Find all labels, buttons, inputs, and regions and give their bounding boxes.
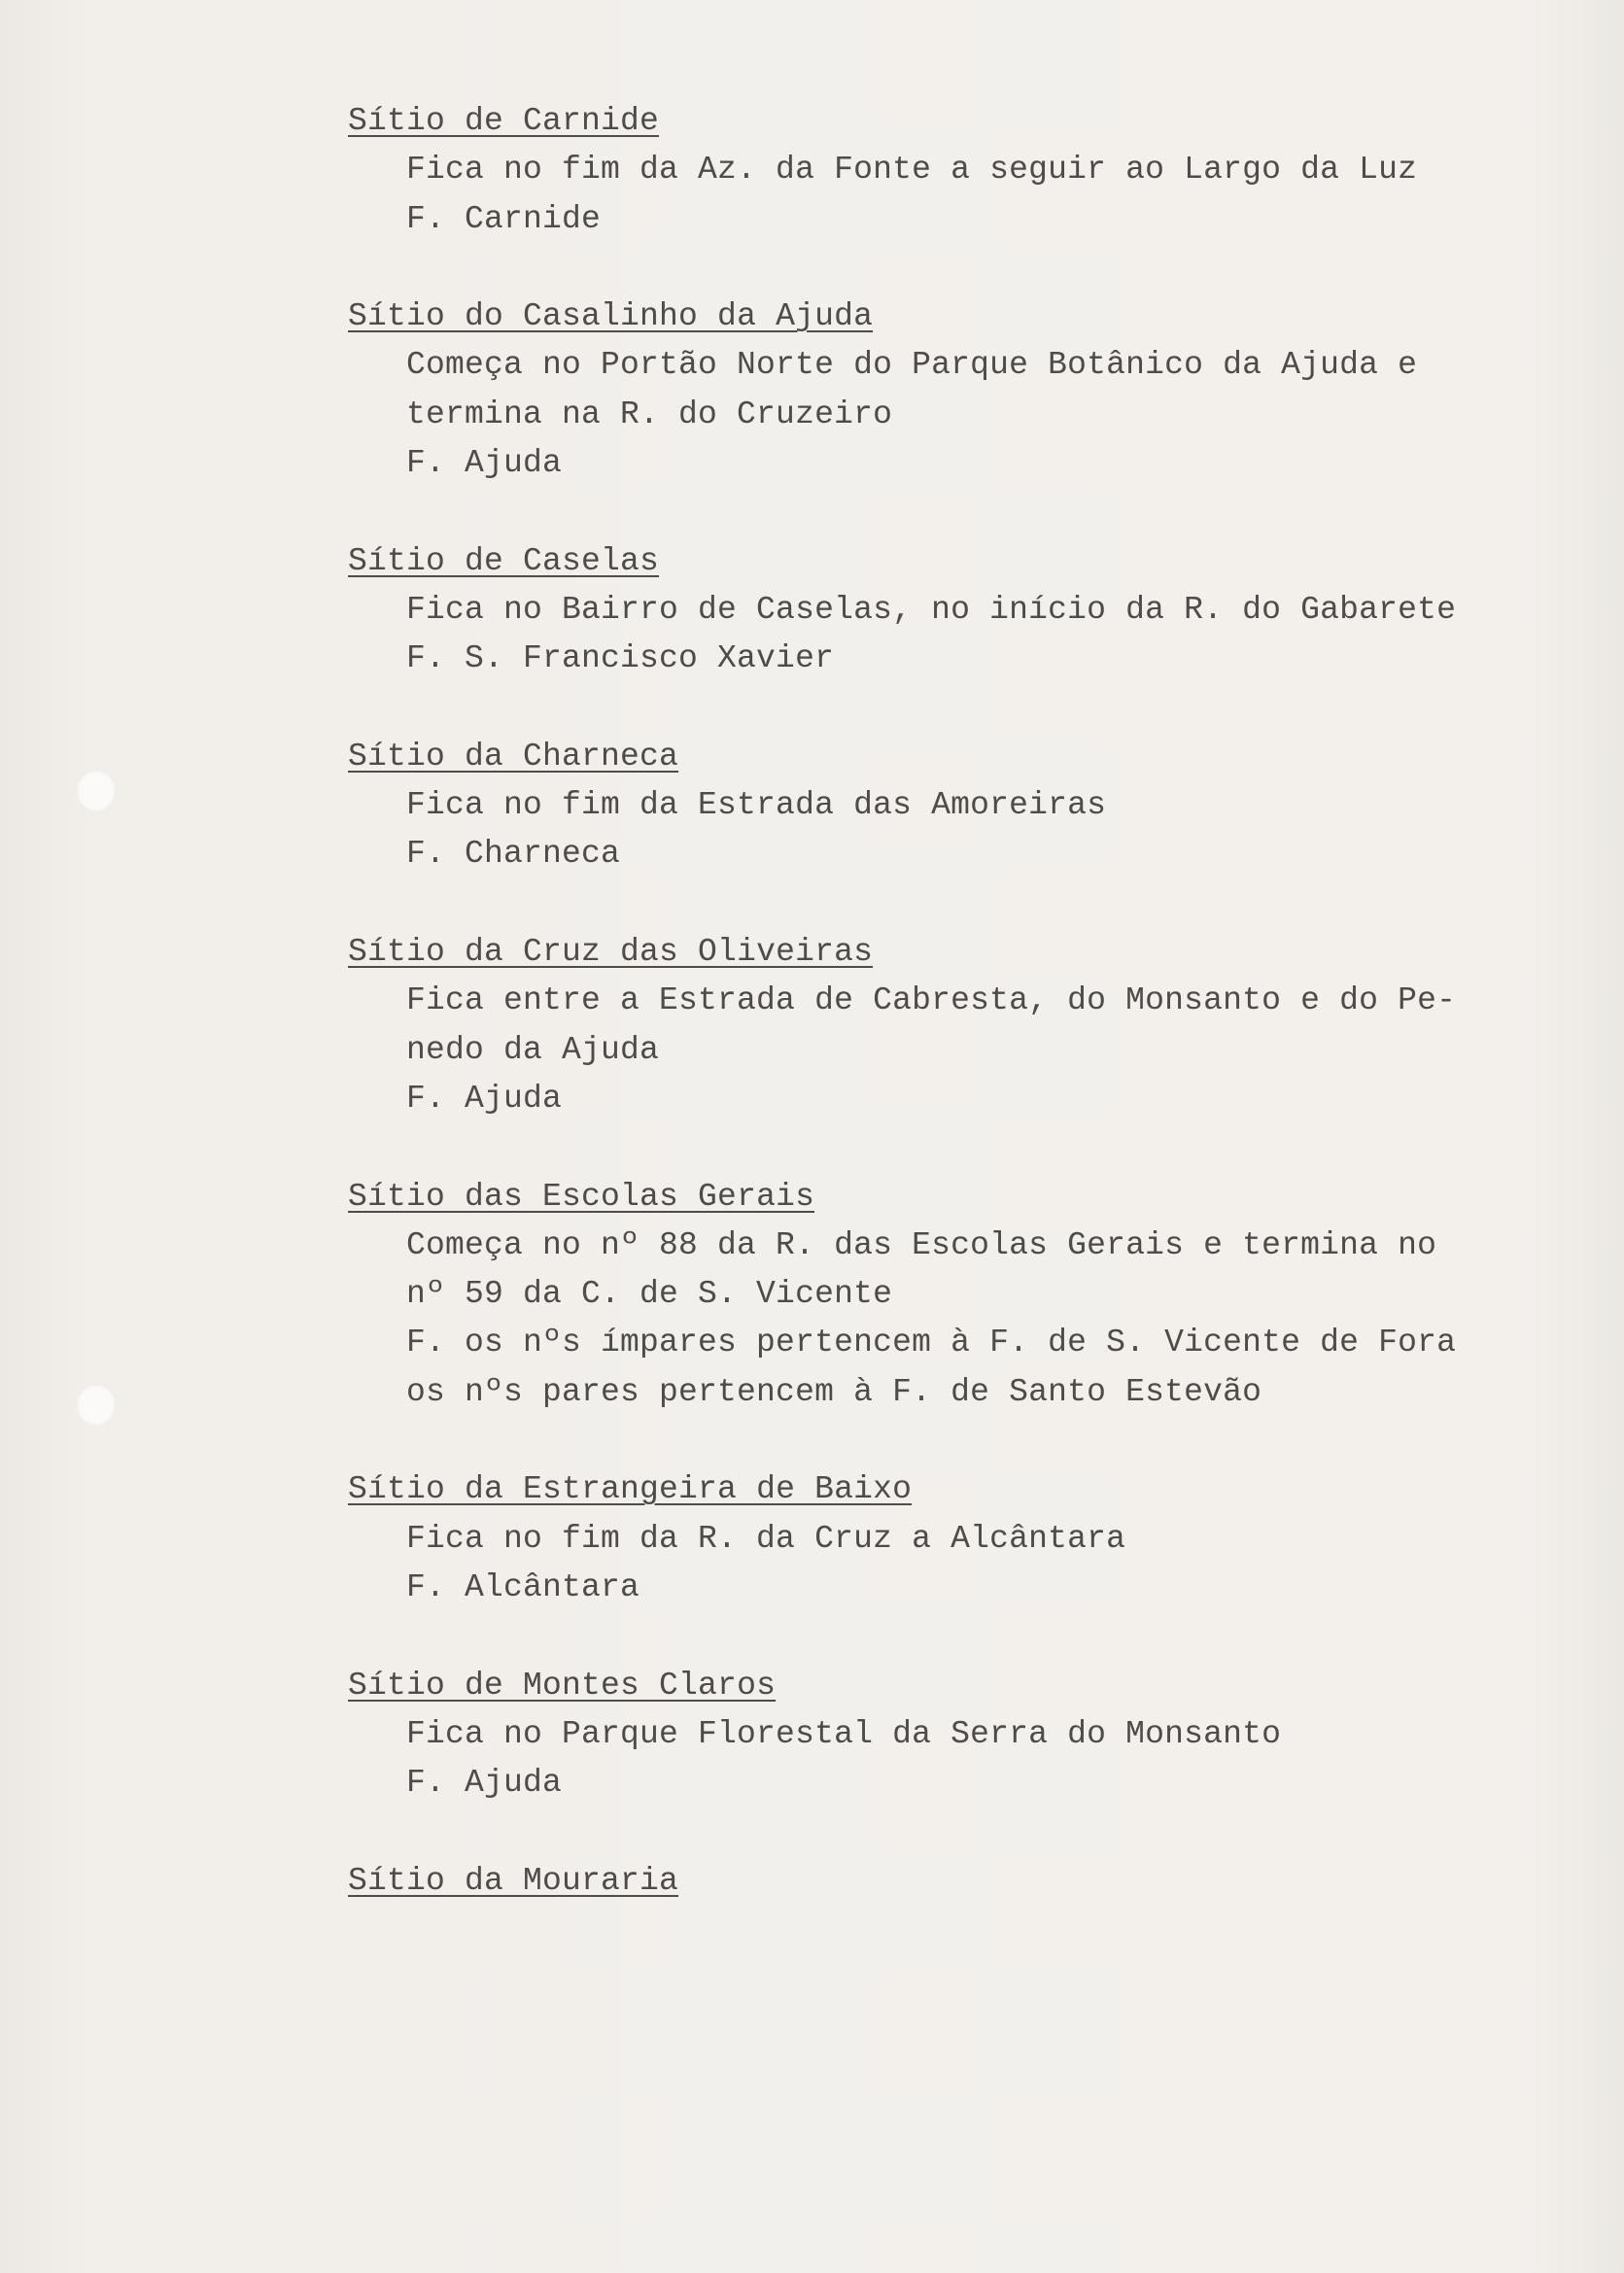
punch-hole [76,1384,117,1427]
entry-title: Sítio da Estrangeira de Baixo [348,1471,913,1508]
entry-title: Sítio de Carnide [348,103,660,139]
entry-line: F. Carnide [406,200,602,237]
entry-line: nº 59 da C. de S. Vicente [406,1276,893,1313]
entry [348,1662,1456,1808]
entry-line: Começa no nº 88 da R. das Escolas Gerais e termina no [406,1226,1437,1263]
entry-title: Sítio das Escolas Gerais [348,1178,815,1215]
entry [348,1857,1456,1906]
entry-line: F. os nºs ímpares pertencem à F. de S. Vicente de Fora [406,1325,1457,1361]
entry [348,293,1456,488]
punch-hole [76,770,117,812]
entry-title: Sítio da Mouraria [348,1862,679,1899]
entry-title: Sítio da Cruz das Oliveiras [348,934,874,971]
entry-title: Sítio de Montes Claros [348,1667,777,1704]
entry-title: Sítio de Caselas [348,542,660,579]
entry-title: Sítio do Casalinho da Ajuda [348,298,874,335]
entry-line: Fica no fim da Estrada das Amoreiras [406,787,1107,824]
entry [348,733,1456,879]
entry-line: Fica no Parque Florestal da Serra do Monsanto [406,1715,1282,1752]
entry-line: F. Ajuda [406,1080,563,1117]
entry-line: F. Alcântara [406,1568,640,1605]
entry-line: Fica no fim da Az. da Fonte a seguir ao Largo da Luz [406,152,1418,189]
entry-line: os nºs pares pertencem à F. de Santo Estevão [406,1373,1262,1410]
entry-line: F. Ajuda [406,445,563,482]
entry-line: Fica entre a Estrada de Cabresta, do Monsanto e do Pe- [406,982,1457,1019]
entry-line: Começa no Portão Norte do Parque Botânico da Ajuda e [406,347,1418,384]
entry [348,97,1456,244]
entry-line: Fica no fim da R. da Cruz a Alcântara [406,1520,1126,1557]
entry-line: nedo da Ajuda [406,1031,660,1068]
entry-line: F. Charneca [406,836,621,873]
entry-line: F. Ajuda [406,1765,563,1802]
entry-line: F. S. Francisco Xavier [406,640,835,677]
entry [348,1465,1456,1612]
entry-line: termina na R. do Cruzeiro [406,396,893,432]
entry [348,928,1456,1123]
entry [348,1173,1456,1417]
entry-title: Sítio da Charneca [348,738,679,775]
entry [348,537,1456,684]
entry-line: Fica no Bairro de Caselas, no início da R. do Gabarete [406,591,1457,628]
entry-list [348,97,1456,1954]
